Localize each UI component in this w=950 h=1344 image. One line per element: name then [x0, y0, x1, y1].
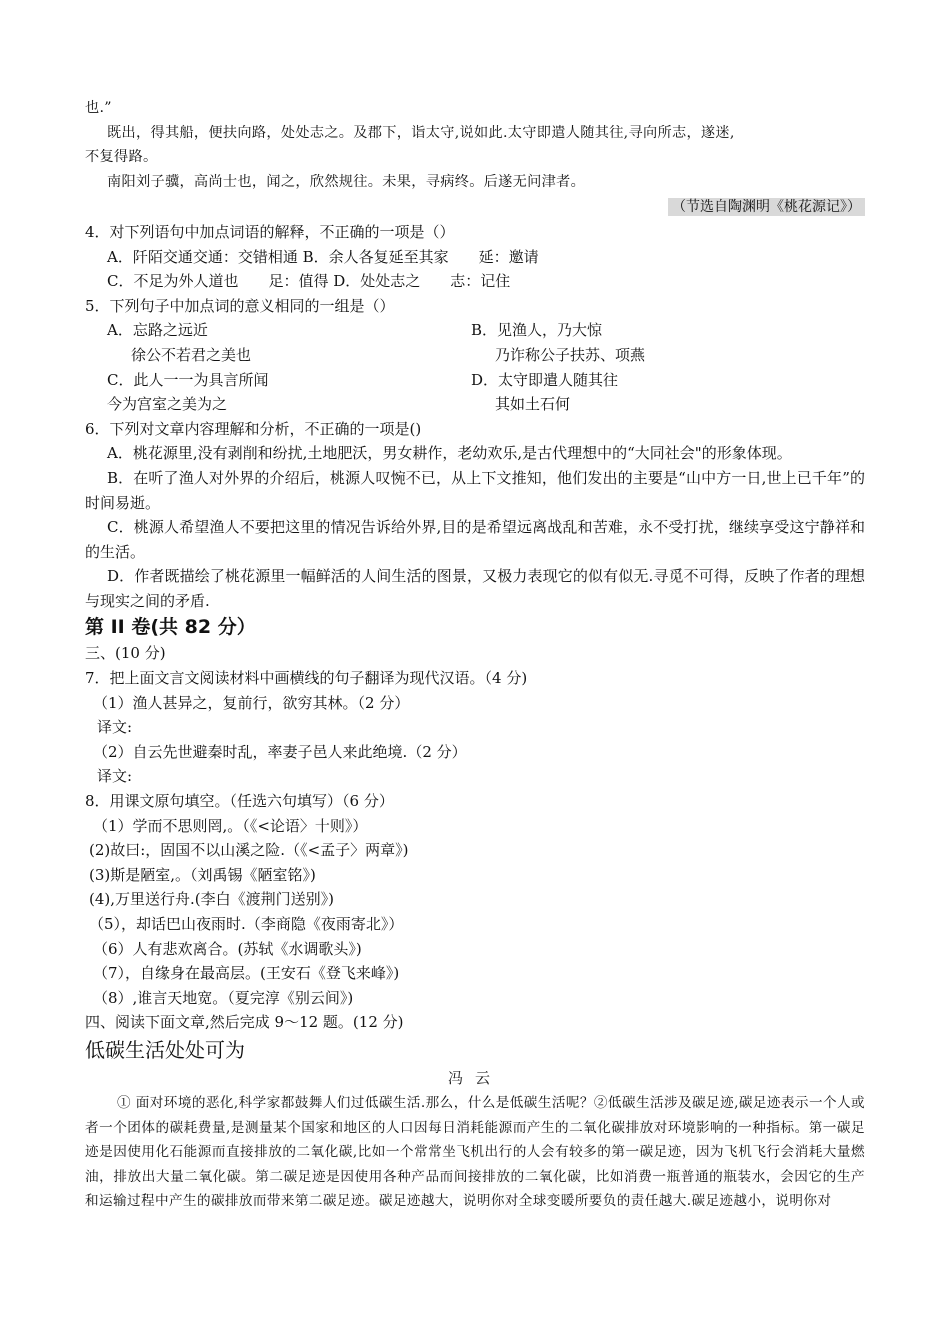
q5-option-d: D．太守即遣人随其往 其如土石何	[471, 370, 619, 414]
q8-item: (4),万里送行舟.(李白《渡荆门送别》)	[89, 890, 334, 909]
passage-source: （节选自陶渊明《桃花源记》）	[85, 194, 865, 220]
q6-option-b: B．在听了渔人对外界的介绍后，桃源人叹惋不已，从上下文推知，他们发出的主要是“山中方一日,世上已千年”的时间易逝。	[85, 468, 865, 512]
article-title: 低碳生活处处可为	[85, 1037, 245, 1062]
q8-item: （1）学而不思则罔,。（《<论语〉十则》）	[93, 816, 368, 835]
q8-item: （5），却话巴山夜雨时.（李商隐《夜雨寄北》）	[89, 915, 404, 933]
passage-paragraph: 既出，得其船，便扶向路，处处志之。及郡下，诣太守,说如此.太守即遣人随其往,寻向所志，遂迷,	[107, 124, 735, 141]
passage-paragraph: 南阳刘子骥，高尚士也，闻之，欣然规往。未果，寻病终。后遂无问津者。	[107, 173, 586, 190]
q8-item: (3)斯是陋室,。（刘禹锡《陋室铭》)	[89, 865, 316, 884]
q7-sentence-1: （1）渔人甚异之，复前行，欲穷其林。（2 分）	[93, 693, 410, 712]
q6-option-d: D．作者既描绘了桃花源里一幅鲜活的人间生活的图景，又极力表现它的似有似无.寻觅不可得，反映了作者的理想与现实之间的矛盾.	[85, 567, 865, 610]
q4-options-cd: C．不足为外人道也 足：值得 D．处处志之 志：记住	[107, 272, 511, 291]
article-author: 冯云	[447, 1068, 502, 1087]
q8-item: （6）人有悲欢离合。(苏轼《水调歌头》)	[93, 939, 362, 958]
q5-option-c: C．此人一一为具言所闻 今为宫室之美为之	[107, 370, 269, 414]
q5-stem: 5．下列句子中加点词的意义相同的一组是（）	[85, 296, 395, 315]
q5-options-ab	[85, 318, 865, 367]
q6-option-c: C．桃源人希望渔人不要把这里的情况告诉给外界,目的是希望远离战乱和苦难，永不受打扰，继续享受这宁静祥和的生活。	[85, 518, 865, 561]
q7-translation-label: 译文:	[97, 767, 133, 786]
q5-options-cd	[85, 368, 865, 417]
q6-stem: 6．下列对文章内容理解和分析，不正确的一项是()	[85, 419, 422, 438]
section-3-heading: 三、(10 分)	[85, 644, 166, 663]
q4-stem: 4．对下列语句中加点词语的解释，不正确的一项是（）	[85, 222, 455, 241]
passage-line: 也.”	[85, 100, 112, 116]
q6-option-a: A．桃花源里,没有剥削和纷扰,土地肥沃，男女耕作，老幼欢乐,是古代理想中的“大同社会"的形象体现。	[107, 444, 792, 463]
q4-options-ab: A．阡陌交通交通：交错相通 B．余人各复延至其家 延：邀请	[107, 247, 539, 266]
q7-translation-label: 译文:	[97, 718, 133, 737]
q8-item: （8）,谁言天地宽。（夏完淳《别云间》)	[93, 988, 354, 1007]
q5-option-b: B．见渔人，乃大惊 乃诈称公子扶苏、项燕	[471, 321, 646, 364]
q8-item: (2)故曰:，固国不以山溪之险.（《<孟子〉两章》)	[89, 841, 409, 860]
q8-stem: 8．用课文原句填空。（任选六句填写）（6 分）	[85, 792, 394, 811]
q7-stem: 7．把上面文言文阅读材料中画横线的句子翻译为现代汉语。（4 分)	[85, 669, 528, 688]
article-body: ① 面对环境的恶化,科学家都鼓舞人们过低碳生活.那么，什么是低碳生活呢？②低碳生活涉及碳足迹,碳足迹表示一个人或者一个团体的碳耗费量,是测量某个国家和地区的人口因每日消耗能源而产生的二氧化碳排放对环境影响的一种指标。第一碳足迹是因使用化石能源而直接排放的二氧化碳,比如一个常常坐飞机出行的人会有较多的第一碳足迹，因为飞机飞行会消耗大量燃油，排放出大量二氧化碳。第二碳足迹是因使用各种产品而间接排放的二氧化碳，比如消费一瓶普通的瓶装水，会因它的生产和运输过程中产生的碳排放而带来第二碳足迹。碳足迹越大，说明你对全球变暖所要负的责任越大.碳足迹越小，说明你对	[85, 1094, 865, 1210]
q8-item: （7），自缘身在最高层。(王安石《登飞来峰》)	[93, 964, 400, 983]
section-4-heading: 四、阅读下面文章,然后完成 9～12 题。(12 分)	[85, 1013, 404, 1032]
passage-paragraph-cont: 不复得路。	[85, 149, 158, 166]
exam-page	[85, 96, 865, 1214]
q7-sentence-2: （2）自云先世避秦时乱，率妻子邑人来此绝境.（2 分）	[93, 742, 467, 761]
part2-title: 第 II 卷(共 82 分）	[85, 616, 256, 639]
q5-option-a: A．忘路之远近 徐公不若君之美也	[107, 321, 252, 364]
